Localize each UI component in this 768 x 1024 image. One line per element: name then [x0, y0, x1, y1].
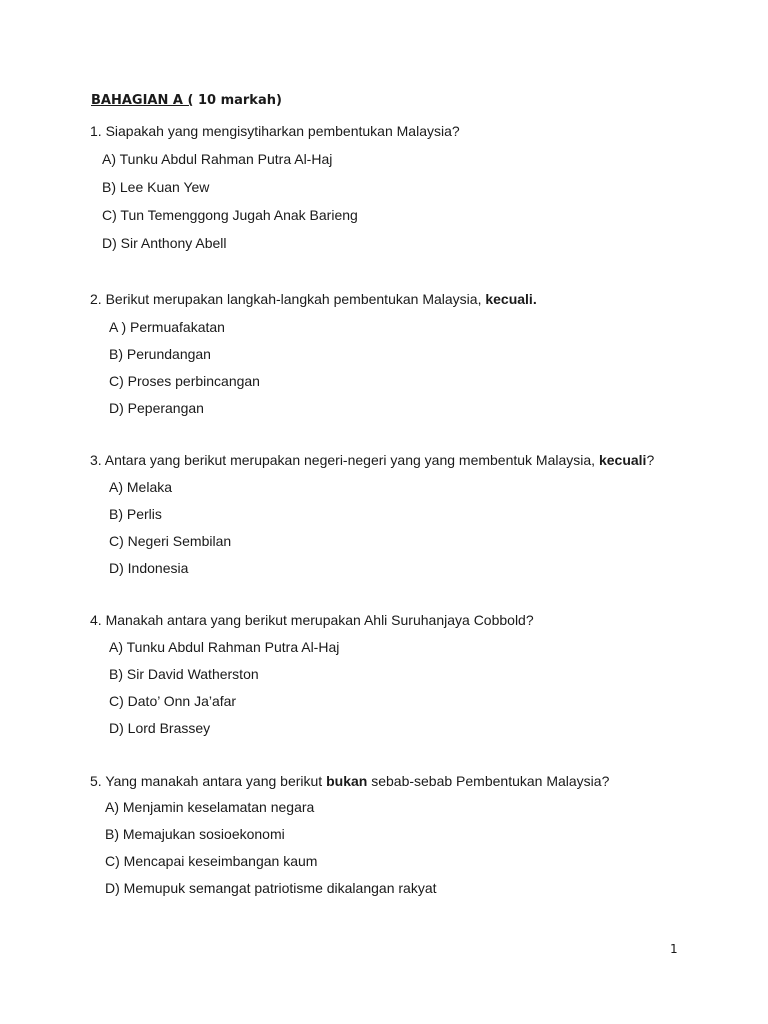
section-heading: [91, 93, 282, 108]
question-3-option-a: A) Melaka: [109, 479, 173, 495]
question-5-text: 5. Yang manakah antara yang berikut: [90, 773, 327, 789]
question-2-text: 2. Berikut merupakan langkah-langkah pembentukan Malaysia,: [90, 291, 486, 307]
question-2-option-a: A ) Permuafakatan: [109, 319, 225, 335]
question-2-option-b: B) Perundangan: [109, 346, 211, 362]
question-2-emphasis: kecuali.: [485, 291, 537, 307]
question-5-emphasis: bukan: [326, 773, 368, 789]
question-5: [90, 772, 609, 790]
question-3-text: 3. Antara yang berikut merupakan negeri-negeri yang yang membentuk Malaysia,: [90, 452, 599, 468]
question-1-option-a: A) Tunku Abdul Rahman Putra Al-Haj: [102, 151, 333, 167]
question-2-option-d: D) Peperangan: [109, 400, 204, 416]
question-2-option-c: C) Proses perbincangan: [109, 373, 260, 389]
question-5-option-b: B) Memajukan sosioekonomi: [105, 826, 285, 842]
question-2: [90, 290, 537, 308]
question-4-option-b: B) Sir David Watherston: [109, 666, 259, 682]
section-heading-underlined: BAHAGIAN A (: [91, 93, 194, 108]
question-3: [90, 451, 654, 469]
question-5-option-d: D) Memupuk semangat patriotisme dikalangan rakyat: [105, 880, 437, 896]
question-4-option-a: A) Tunku Abdul Rahman Putra Al-Haj: [109, 639, 340, 655]
section-heading-marks: 10 markah): [193, 93, 282, 108]
question-5-text-end: sebab-sebab Pembentukan Malaysia?: [367, 773, 610, 789]
question-5-option-a: A) Menjamin keselamatan negara: [105, 799, 315, 815]
question-5-option-c: C) Mencapai keseimbangan kaum: [105, 853, 318, 869]
question-3-option-c: C) Negeri Sembilan: [109, 533, 232, 549]
question-1-option-c: C) Tun Temenggong Jugah Anak Barieng: [102, 207, 358, 223]
question-3-option-b: B) Perlis: [109, 506, 162, 522]
question-3-text-end: ?: [646, 452, 655, 468]
question-1: 1. Siapakah yang mengisytiharkan pembentukan Malaysia?: [90, 123, 460, 139]
question-1-option-b: B) Lee Kuan Yew: [102, 179, 210, 195]
page-number: 1: [670, 942, 678, 956]
question-3-emphasis: kecuali: [598, 452, 647, 468]
question-4-option-d: D) Lord Brassey: [109, 720, 211, 736]
question-1-option-d: D) Sir Anthony Abell: [102, 235, 227, 251]
question-4: 4. Manakah antara yang berikut merupakan Ahli Suruhanjaya Cobbold?: [90, 612, 534, 628]
question-3-option-d: D) Indonesia: [109, 560, 189, 576]
question-4-option-c: C) Dato’ Onn Ja’afar: [109, 693, 237, 709]
